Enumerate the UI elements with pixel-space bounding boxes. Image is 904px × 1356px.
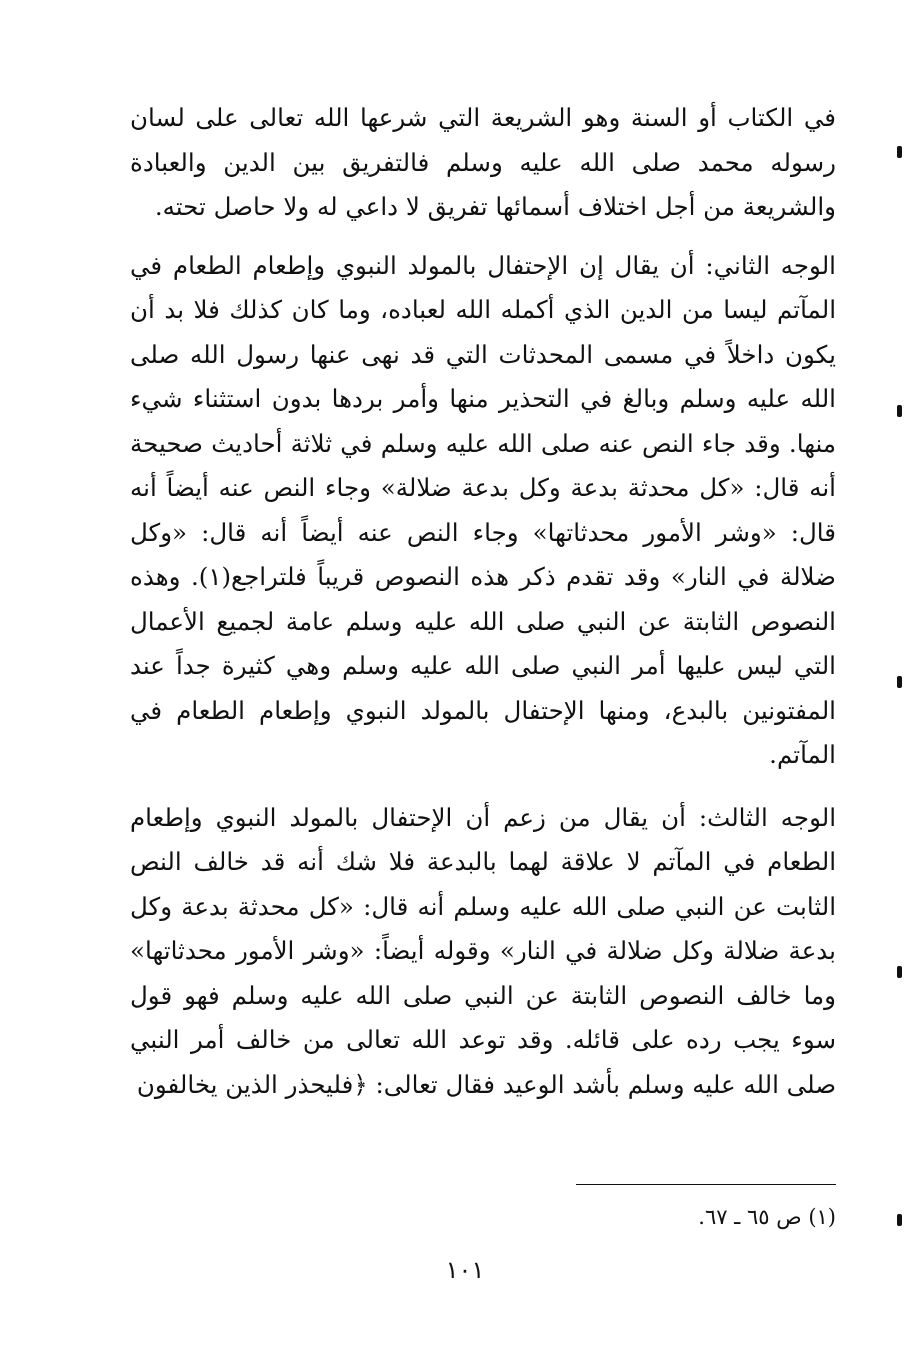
page-number: ١٠١ [445,1256,485,1284]
edge-mark [897,966,902,978]
edge-mark [897,676,902,688]
paragraph-3: الوجه الثالث: أن يقال من زعم أن الإحتفال بالمولد النبوي وإطعام الطعام في المآتم لا علاقة لهما بالبدعة فلا شك أنه قد خالف النص الثابت عن النبي صلى الله عليه وسلم أنه قال: «كل محدثة بدعة وكل بدعة ضلالة وكل ضلالة في النار» وقوله أيضاً: «وشر الأمور محدثاتها» وما خالف النصوص الثابتة عن النبي صلى الله عليه وسلم فهو قول سوء يجب رده على قائله. وقد توعد الله تعالى من خالف أمر النبي صلى الله عليه وسلم بأشد الوعيد فقال تعالى: ﴿فليحذر الذين يخالفون [130,802,836,1099]
footnote: (١) ص ٦٥ ـ ٦٧. [698,1205,836,1229]
footnote-separator [576,1184,836,1185]
paragraph-2: الوجه الثاني: أن يقال إن الإحتفال بالمولد النبوي وإطعام الطعام في المآتم ليسا من الدين الذي أكمله الله لعباده، وما كان كذلك فلا بد أن يكون داخلاً في مسمى المحدثات التي قد نهى عنها رسول الله صلى الله عليه وسلم وبالغ في التحذير منها وأمر بردها بدون استثناء شيء منها. وقد جاء النص عنه صلى الله عليه وسلم في ثلاثة أحاديث صحيحة أنه قال: «كل محدثة بدعة وكل بدعة ضلالة» وجاء النص عنه أيضاً أنه قال: «وشر الأمور محدثاتها» وجاء النص عنه أيضاً أنه قال: «وكل ضلالة في النار» وقد تقدم ذكر هذه النصوص قريباً فلتراجع(١). وهذه النصوص الثابتة عن النبي صلى الله عليه وسلم عامة لجميع الأعمال التي ليس عليها أمر النبي صلى الله عليه وسلم وهي كثيرة جداً عند المفتونين بالبدع، ومنها الإحتفال بالمولد النبوي وإطعام الطعام في المآتم. [130,250,836,769]
edge-mark [897,146,902,158]
edge-mark [897,1214,902,1226]
paragraph-1: في الكتاب أو السنة وهو الشريعة التي شرعها الله تعالى على لسان رسوله محمد صلى الله عليه وسلم فالتفريق بين الدين والعبادة والشريعة من أجل اختلاف أسمائها تفريق لا داعي له ولا حاصل تحته. [130,103,836,221]
edge-mark [897,405,902,417]
body-text [130,96,836,1125]
